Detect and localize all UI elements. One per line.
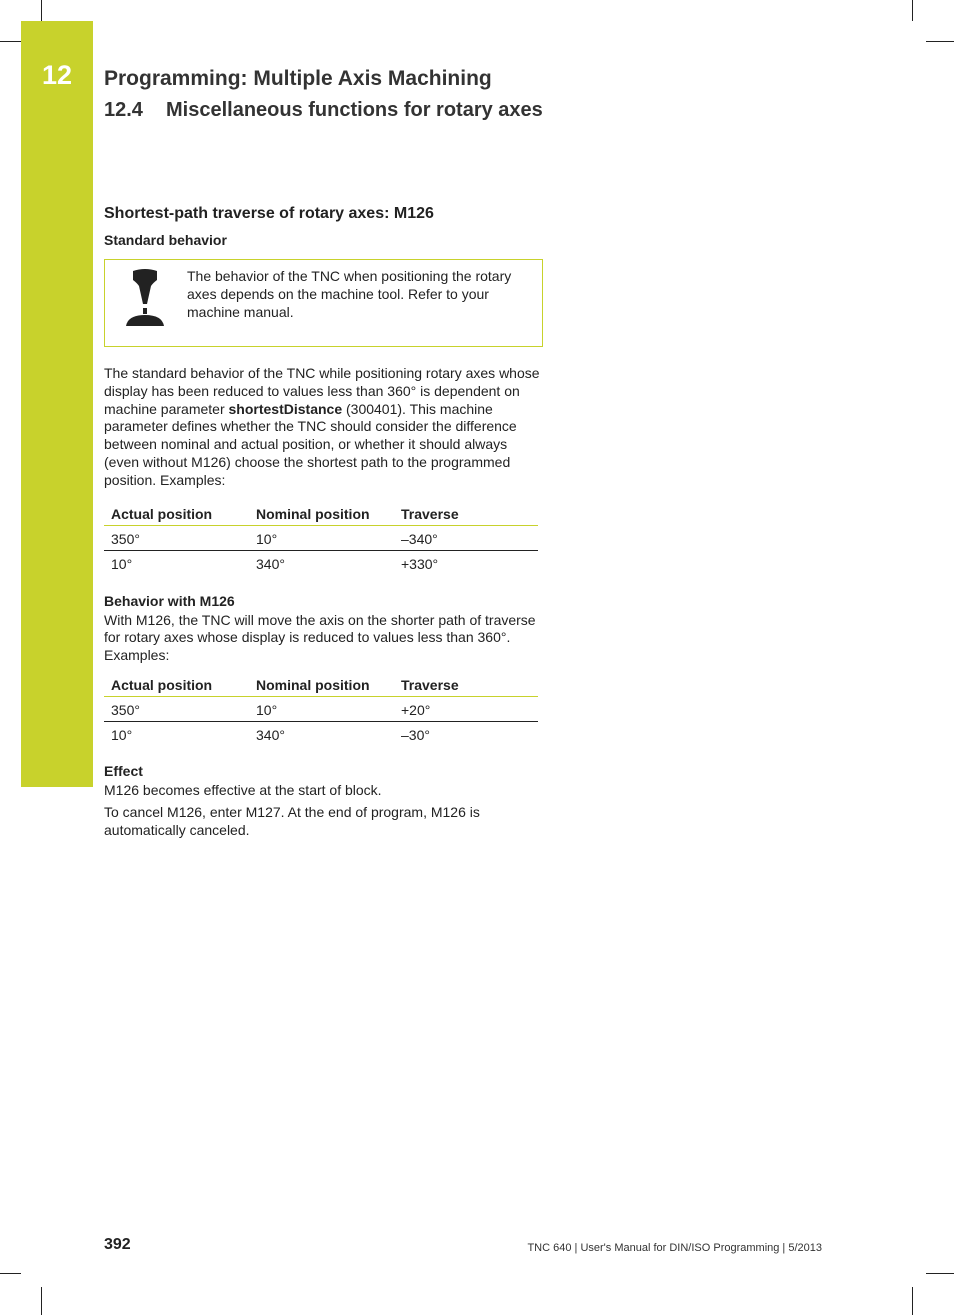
machine-tool-icon	[123, 268, 167, 328]
table-cell: –340°	[394, 525, 538, 550]
table-cell: +330°	[401, 555, 439, 572]
effect-paragraph-2: To cancel M126, enter M127. At the end of program, M126 is automatically canceled.	[104, 803, 480, 838]
chapter-band	[21, 21, 93, 787]
table-header-row	[104, 671, 538, 697]
note-text: The behavior of the TNC when positioning the rotary axes depends on the machine tool. Refer to your machine manual.	[187, 268, 512, 320]
crop-mark	[926, 41, 954, 42]
crop-mark	[912, 1287, 913, 1315]
page-number: 392	[104, 1236, 131, 1253]
table-cell: 350°	[104, 525, 249, 550]
crop-mark	[0, 41, 21, 42]
table-cell: 350°	[104, 696, 249, 721]
parameter-name: shortestDistance	[228, 400, 343, 417]
column-header: Nominal position	[249, 500, 394, 526]
subheading-standard: Standard behavior	[104, 232, 227, 248]
subheading-m126: Behavior with M126	[104, 592, 235, 609]
table-cell: 340°	[256, 555, 285, 572]
crop-mark	[926, 1273, 954, 1274]
chapter-number: 12	[41, 60, 73, 90]
table-row	[104, 550, 538, 575]
main-content	[104, 205, 544, 839]
m126-table	[104, 671, 538, 746]
paragraph-text: (300401). This machine parameter defines whether the TNC should consider the difference between nominal and actual position, or whether it should always (even without M126) choose the shortest path to the programmed position. Examples:	[104, 400, 517, 488]
crop-mark	[0, 1273, 21, 1274]
note-box	[104, 259, 543, 347]
note-divider	[185, 260, 186, 346]
page-heading: Shortest-path traverse of rotary axes: M126	[104, 205, 434, 222]
column-header: Nominal position	[249, 671, 394, 697]
section-number: 12.4	[104, 99, 143, 121]
crop-mark	[41, 0, 42, 21]
standard-paragraph	[104, 365, 544, 490]
m126-paragraph: With M126, the TNC will move the axis on the shorter path of traverse for rotary axes whose display is reduced to values less than 360°. Examples:	[104, 611, 536, 664]
table-cell: 10°	[249, 525, 394, 550]
section-title-text: Miscellaneous functions for rotary axes	[166, 99, 543, 121]
effect-paragraph-1: M126 becomes effective at the start of block.	[104, 781, 382, 798]
table-row	[104, 721, 538, 746]
subheading-effect: Effect	[104, 762, 143, 779]
standard-table	[104, 500, 538, 575]
column-header: Actual position	[104, 671, 249, 697]
section-title	[104, 99, 543, 122]
table-cell: +20°	[394, 696, 538, 721]
table-row	[104, 525, 538, 550]
column-header: Actual position	[104, 500, 249, 526]
crop-mark	[41, 1287, 42, 1315]
paragraph-text: The standard behavior of the TNC while positioning rotary axes whose display has been reduced to values less than 360° is dependent on machine parameter	[104, 365, 540, 417]
footer-text: TNC 640 | User's Manual for DIN/ISO Programming | 5/2013	[527, 1242, 822, 1254]
table-header-row	[104, 500, 538, 526]
crop-mark	[912, 0, 913, 21]
table-cell: –30°	[401, 726, 430, 743]
table-row	[104, 696, 538, 721]
table-cell: 10°	[111, 555, 133, 572]
chapter-title: Programming: Multiple Axis Machining	[104, 67, 492, 90]
table-cell: 10°	[111, 726, 133, 743]
table-cell: 340°	[256, 726, 285, 743]
table-cell: 10°	[249, 696, 394, 721]
column-header: Traverse	[394, 500, 538, 526]
column-header: Traverse	[394, 671, 538, 697]
